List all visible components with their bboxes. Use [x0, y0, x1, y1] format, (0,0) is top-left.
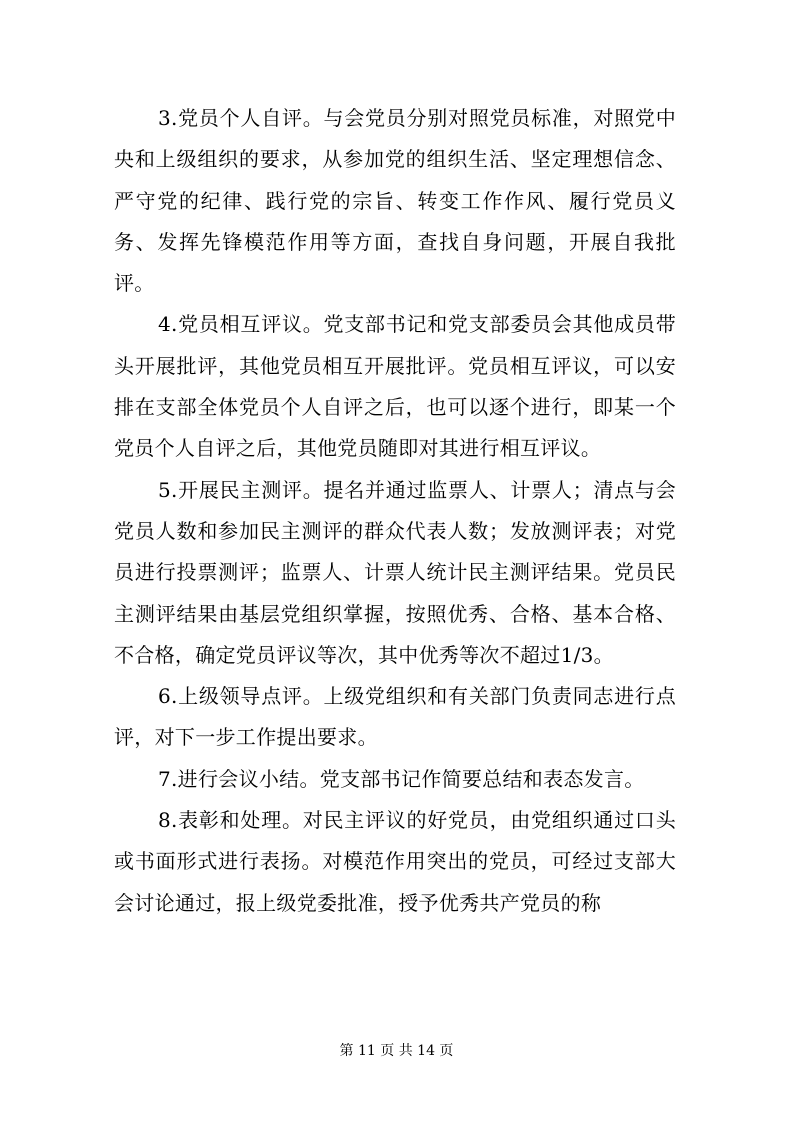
paragraph-7-meeting-summary: 7.进行会议小结。党支部书记作简要总结和表态发言。	[158, 766, 645, 791]
paragraph-6-leader-comment: 6.上级领导点评。上级党组织和有关部门负责同志进行点评，对下一步工作提出要求。	[114, 684, 676, 750]
paragraph-4-mutual-review: 4.党员相互评议。党支部书记和党支部委员会其他成员带头开展批评，其他党员相互开展批评。党员相互评议，可以安排在支部全体党员个人自评之后，也可以逐个进行，即某一个党员个人自评之后，其他党员随即对其进行相互评议。	[114, 312, 676, 461]
document-body	[114, 98, 676, 924]
paragraph-5-democratic-evaluation: 5.开展民主测评。提名并通过监票人、计票人；清点与会党员人数和参加民主测评的群众代表人数；发放测评表；对党员进行投票测评；监票人、计票人统计民主测评结果。党员民主测评结果由基层党组织掌握，按照优秀、合格、基本合格、不合格，确定党员评议等次，其中优秀等次不超过1/3。	[114, 477, 676, 667]
paragraph-8-commendation: 8.表彰和处理。对民主评议的好党员，由党组织通过口头或书面形式进行表扬。对模范作用突出的党员，可经过支部大会讨论通过，报上级党委批准，授予优秀共产党员的称	[114, 808, 676, 915]
paragraph-3-self-review: 3.党员个人自评。与会党员分别对照党员标准，对照党中央和上级组织的要求，从参加党的组织生活、坚定理想信念、严守党的纪律、践行党的宗旨、转变工作作风、履行党员义务、发挥先锋模范作用等方面，查找自身问题，开展自我批评。	[114, 106, 676, 296]
page-footer: 第 11 页 共 14 页	[339, 1043, 454, 1059]
